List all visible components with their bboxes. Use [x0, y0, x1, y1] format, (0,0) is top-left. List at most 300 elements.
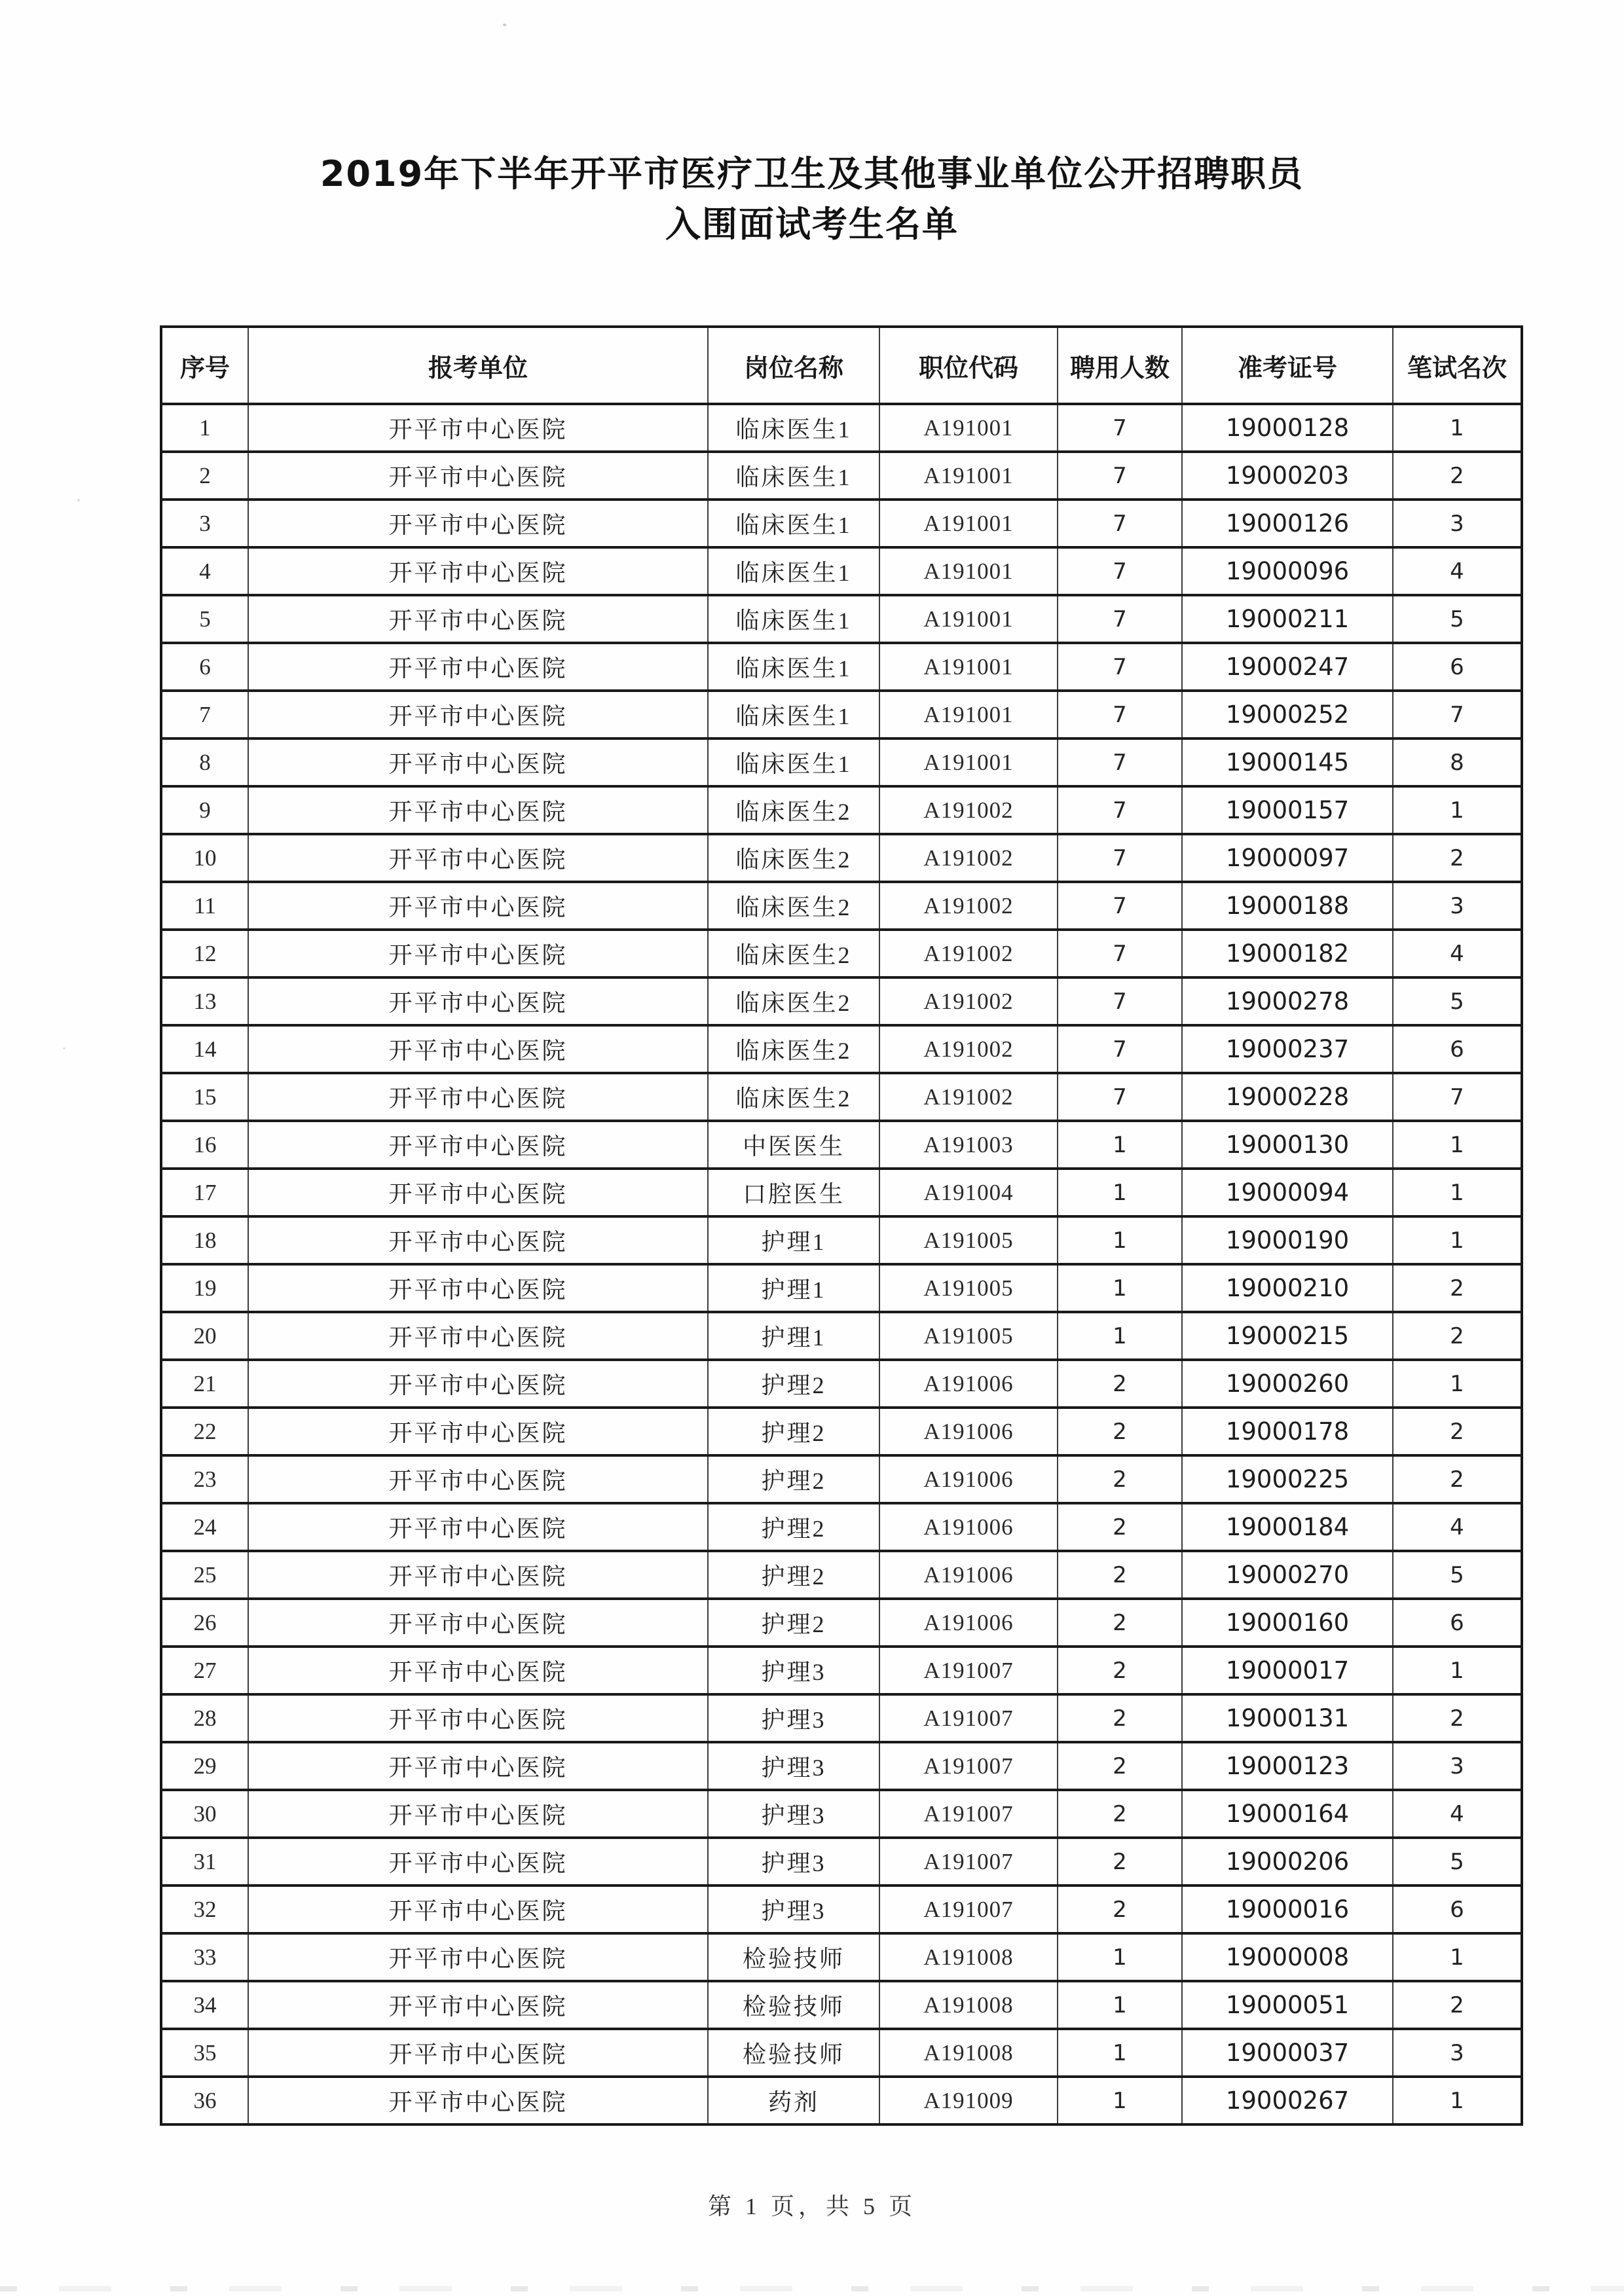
cell-hires: 7 [1058, 738, 1182, 786]
cell-seq: 34 [161, 1981, 248, 2029]
cell-unit: 开平市中心医院 [248, 452, 708, 500]
cell-hires: 2 [1058, 1599, 1182, 1647]
cell-post: 临床医生2 [708, 977, 879, 1025]
cell-unit: 开平市中心医院 [248, 1933, 708, 1981]
cell-post: 护理3 [708, 1790, 879, 1838]
cell-post: 护理1 [708, 1216, 879, 1264]
cell-post: 护理2 [708, 1551, 879, 1599]
cell-seq: 27 [161, 1647, 248, 1694]
cell-hires: 2 [1058, 1551, 1182, 1599]
page-title-line1: 2019年下半年开平市医疗卫生及其他事业单位公开招聘职员 [320, 153, 1304, 194]
cell-unit: 开平市中心医院 [248, 2077, 708, 2124]
cell-code: A191005 [879, 1216, 1058, 1264]
cell-unit: 开平市中心医院 [248, 1169, 708, 1216]
cell-post: 临床医生2 [708, 882, 879, 930]
cell-seq: 18 [161, 1216, 248, 1264]
cell-rank: 2 [1393, 834, 1522, 882]
cell-post: 临床医生1 [708, 547, 879, 595]
cell-ticket: 19000126 [1182, 500, 1393, 547]
cell-seq: 24 [161, 1503, 248, 1551]
cell-seq: 6 [161, 643, 248, 691]
header-unit: 报考单位 [248, 327, 708, 404]
cell-hires: 1 [1058, 1933, 1182, 1981]
cell-code: A191001 [879, 691, 1058, 738]
cell-post: 检验技师 [708, 1981, 879, 2029]
cell-unit: 开平市中心医院 [248, 930, 708, 977]
table-row [161, 1933, 1522, 1981]
cell-seq: 29 [161, 1742, 248, 1790]
cell-code: A191002 [879, 930, 1058, 977]
cell-code: A191006 [879, 1360, 1058, 1408]
cell-unit: 开平市中心医院 [248, 882, 708, 930]
table-row [161, 1121, 1522, 1169]
cell-seq: 32 [161, 1886, 248, 1933]
cell-hires: 2 [1058, 1360, 1182, 1408]
cell-post: 护理2 [708, 1503, 879, 1551]
cell-code: A191001 [879, 500, 1058, 547]
cell-seq: 11 [161, 882, 248, 930]
cell-unit: 开平市中心医院 [248, 1838, 708, 1886]
cell-unit: 开平市中心医院 [248, 643, 708, 691]
cell-code: A191007 [879, 1886, 1058, 1933]
cell-seq: 8 [161, 738, 248, 786]
cell-hires: 7 [1058, 691, 1182, 738]
cell-post: 临床医生1 [708, 500, 879, 547]
page-title-line2: 入围面试考生名单 [665, 203, 959, 245]
cell-ticket: 19000228 [1182, 1073, 1393, 1121]
cell-ticket: 19000252 [1182, 691, 1393, 738]
cell-rank: 1 [1393, 1360, 1522, 1408]
cell-rank: 3 [1393, 882, 1522, 930]
table-row [161, 1551, 1522, 1599]
header-rank: 笔试名次 [1393, 327, 1522, 404]
cell-ticket: 19000145 [1182, 738, 1393, 786]
cell-hires: 2 [1058, 1838, 1182, 1886]
table-row [161, 1599, 1522, 1647]
cell-hires: 2 [1058, 1886, 1182, 1933]
cell-unit: 开平市中心医院 [248, 1121, 708, 1169]
cell-rank: 4 [1393, 547, 1522, 595]
cell-post: 中医医生 [708, 1121, 879, 1169]
cell-post: 临床医生1 [708, 738, 879, 786]
table-row [161, 1742, 1522, 1790]
cell-rank: 4 [1393, 1503, 1522, 1551]
scan-speck [503, 24, 506, 26]
table-row [161, 691, 1522, 738]
cell-rank: 1 [1393, 786, 1522, 834]
cell-unit: 开平市中心医院 [248, 1551, 708, 1599]
cell-seq: 13 [161, 977, 248, 1025]
cell-hires: 2 [1058, 1408, 1182, 1455]
table-row [161, 2029, 1522, 2077]
cell-code: A191006 [879, 1455, 1058, 1503]
cell-rank: 3 [1393, 1742, 1522, 1790]
cell-ticket: 19000017 [1182, 1647, 1393, 1694]
cell-unit: 开平市中心医院 [248, 1647, 708, 1694]
cell-hires: 7 [1058, 977, 1182, 1025]
cell-rank: 1 [1393, 404, 1522, 452]
cell-seq: 23 [161, 1455, 248, 1503]
cell-post: 临床医生1 [708, 595, 879, 643]
cell-post: 护理3 [708, 1742, 879, 1790]
scan-speck [63, 1048, 65, 1049]
cell-rank: 3 [1393, 2029, 1522, 2077]
cell-post: 临床医生1 [708, 643, 879, 691]
cell-rank: 1 [1393, 1121, 1522, 1169]
cell-seq: 14 [161, 1025, 248, 1073]
table-row [161, 1838, 1522, 1886]
cell-unit: 开平市中心医院 [248, 1312, 708, 1360]
cell-rank: 2 [1393, 1408, 1522, 1455]
cell-seq: 21 [161, 1360, 248, 1408]
cell-hires: 7 [1058, 1025, 1182, 1073]
cell-ticket: 19000157 [1182, 786, 1393, 834]
cell-rank: 2 [1393, 1981, 1522, 2029]
table-row [161, 1360, 1522, 1408]
cell-seq: 1 [161, 404, 248, 452]
cell-seq: 28 [161, 1694, 248, 1742]
cell-seq: 20 [161, 1312, 248, 1360]
cell-code: A191008 [879, 2029, 1058, 2077]
cell-code: A191008 [879, 1981, 1058, 2029]
cell-ticket: 19000190 [1182, 1216, 1393, 1264]
cell-post: 临床医生1 [708, 691, 879, 738]
cell-code: A191002 [879, 834, 1058, 882]
cell-unit: 开平市中心医院 [248, 1886, 708, 1933]
cell-ticket: 19000182 [1182, 930, 1393, 977]
cell-rank: 1 [1393, 1216, 1522, 1264]
cell-seq: 22 [161, 1408, 248, 1455]
cell-seq: 5 [161, 595, 248, 643]
table-row [161, 1073, 1522, 1121]
cell-unit: 开平市中心医院 [248, 1360, 708, 1408]
cell-unit: 开平市中心医院 [248, 1025, 708, 1073]
cell-code: A191006 [879, 1551, 1058, 1599]
cell-rank: 6 [1393, 643, 1522, 691]
cell-rank: 2 [1393, 1264, 1522, 1312]
cell-post: 临床医生1 [708, 452, 879, 500]
cell-rank: 2 [1393, 1312, 1522, 1360]
cell-unit: 开平市中心医院 [248, 1981, 708, 2029]
table-row [161, 834, 1522, 882]
cell-post: 护理3 [708, 1647, 879, 1694]
cell-hires: 2 [1058, 1742, 1182, 1790]
cell-code: A191007 [879, 1742, 1058, 1790]
cell-code: A191001 [879, 404, 1058, 452]
cell-ticket: 19000270 [1182, 1551, 1393, 1599]
cell-ticket: 19000278 [1182, 977, 1393, 1025]
cell-hires: 7 [1058, 882, 1182, 930]
cell-rank: 7 [1393, 691, 1522, 738]
table-row [161, 595, 1522, 643]
cell-unit: 开平市中心医院 [248, 1455, 708, 1503]
cell-seq: 12 [161, 930, 248, 977]
cell-unit: 开平市中心医院 [248, 738, 708, 786]
table-row [161, 1312, 1522, 1360]
cell-rank: 5 [1393, 1838, 1522, 1886]
cell-hires: 7 [1058, 930, 1182, 977]
cell-hires: 7 [1058, 547, 1182, 595]
cell-code: A191004 [879, 1169, 1058, 1216]
cell-post: 临床医生2 [708, 1025, 879, 1073]
cell-ticket: 19000123 [1182, 1742, 1393, 1790]
cell-seq: 36 [161, 2077, 248, 2124]
table-row [161, 547, 1522, 595]
cell-ticket: 19000206 [1182, 1838, 1393, 1886]
header-hires: 聘用人数 [1058, 327, 1182, 404]
cell-unit: 开平市中心医院 [248, 1599, 708, 1647]
cell-rank: 2 [1393, 1455, 1522, 1503]
cell-seq: 2 [161, 452, 248, 500]
cell-rank: 6 [1393, 1599, 1522, 1647]
cell-rank: 4 [1393, 930, 1522, 977]
cell-hires: 7 [1058, 1073, 1182, 1121]
cell-seq: 7 [161, 691, 248, 738]
cell-hires: 2 [1058, 1790, 1182, 1838]
cell-unit: 开平市中心医院 [248, 977, 708, 1025]
table-header-row [161, 327, 1522, 404]
cell-code: A191002 [879, 977, 1058, 1025]
cell-unit: 开平市中心医院 [248, 1073, 708, 1121]
cell-rank: 4 [1393, 1790, 1522, 1838]
cell-hires: 1 [1058, 1312, 1182, 1360]
cell-hires: 2 [1058, 1503, 1182, 1551]
cell-ticket: 19000260 [1182, 1360, 1393, 1408]
cell-unit: 开平市中心医院 [248, 1503, 708, 1551]
cell-code: A191007 [879, 1694, 1058, 1742]
cell-rank: 5 [1393, 595, 1522, 643]
cell-seq: 35 [161, 2029, 248, 2077]
cell-code: A191007 [879, 1838, 1058, 1886]
cell-code: A191006 [879, 1408, 1058, 1455]
table-row [161, 1025, 1522, 1073]
table-row [161, 1264, 1522, 1312]
cell-rank: 8 [1393, 738, 1522, 786]
cell-post: 护理3 [708, 1838, 879, 1886]
cell-code: A191006 [879, 1503, 1058, 1551]
cell-ticket: 19000094 [1182, 1169, 1393, 1216]
cell-ticket: 19000016 [1182, 1886, 1393, 1933]
table-row [161, 1647, 1522, 1694]
table-row [161, 882, 1522, 930]
header-ticket: 准考证号 [1182, 327, 1393, 404]
cell-post: 护理3 [708, 1886, 879, 1933]
page-number-footer: 第 1 页，共 5 页 [707, 2193, 916, 2219]
cell-post: 护理2 [708, 1455, 879, 1503]
cell-unit: 开平市中心医院 [248, 404, 708, 452]
candidate-roster-table [160, 325, 1523, 2126]
table-row [161, 404, 1522, 452]
cell-hires: 1 [1058, 2077, 1182, 2124]
scan-speck [77, 499, 80, 501]
cell-post: 临床医生1 [708, 404, 879, 452]
table-row [161, 500, 1522, 547]
cell-unit: 开平市中心医院 [248, 1408, 708, 1455]
cell-hires: 2 [1058, 1694, 1182, 1742]
cell-ticket: 19000178 [1182, 1408, 1393, 1455]
cell-ticket: 19000188 [1182, 882, 1393, 930]
cell-rank: 1 [1393, 1933, 1522, 1981]
cell-seq: 31 [161, 1838, 248, 1886]
cell-hires: 7 [1058, 643, 1182, 691]
cell-ticket: 19000037 [1182, 2029, 1393, 2077]
cell-hires: 7 [1058, 786, 1182, 834]
cell-code: A191001 [879, 452, 1058, 500]
cell-seq: 17 [161, 1169, 248, 1216]
cell-unit: 开平市中心医院 [248, 1264, 708, 1312]
table-row [161, 1790, 1522, 1838]
header-post: 岗位名称 [708, 327, 879, 404]
cell-post: 检验技师 [708, 2029, 879, 2077]
cell-code: A191005 [879, 1312, 1058, 1360]
cell-unit: 开平市中心医院 [248, 834, 708, 882]
cell-hires: 7 [1058, 500, 1182, 547]
cell-hires: 7 [1058, 834, 1182, 882]
cell-seq: 19 [161, 1264, 248, 1312]
cell-post: 护理2 [708, 1408, 879, 1455]
cell-code: A191001 [879, 595, 1058, 643]
cell-ticket: 19000128 [1182, 404, 1393, 452]
table-row [161, 1216, 1522, 1264]
cell-seq: 15 [161, 1073, 248, 1121]
cell-code: A191003 [879, 1121, 1058, 1169]
table-row [161, 2077, 1522, 2124]
cell-ticket: 19000267 [1182, 2077, 1393, 2124]
cell-code: A191002 [879, 786, 1058, 834]
cell-unit: 开平市中心医院 [248, 2029, 708, 2077]
cell-post: 临床医生2 [708, 834, 879, 882]
cell-hires: 1 [1058, 1121, 1182, 1169]
table-row [161, 1981, 1522, 2029]
cell-post: 护理1 [708, 1312, 879, 1360]
cell-seq: 10 [161, 834, 248, 882]
cell-ticket: 19000160 [1182, 1599, 1393, 1647]
cell-seq: 16 [161, 1121, 248, 1169]
table-row [161, 977, 1522, 1025]
cell-seq: 3 [161, 500, 248, 547]
cell-unit: 开平市中心医院 [248, 1742, 708, 1790]
table-row [161, 1455, 1522, 1503]
cell-ticket: 19000131 [1182, 1694, 1393, 1742]
scan-noise-strip [0, 2286, 1624, 2291]
cell-ticket: 19000225 [1182, 1455, 1393, 1503]
cell-unit: 开平市中心医院 [248, 547, 708, 595]
cell-ticket: 19000210 [1182, 1264, 1393, 1312]
cell-code: A191002 [879, 882, 1058, 930]
cell-rank: 2 [1393, 452, 1522, 500]
cell-rank: 1 [1393, 1647, 1522, 1694]
cell-rank: 1 [1393, 1169, 1522, 1216]
cell-unit: 开平市中心医院 [248, 1790, 708, 1838]
cell-rank: 7 [1393, 1073, 1522, 1121]
page-title [0, 149, 1624, 249]
cell-seq: 25 [161, 1551, 248, 1599]
cell-code: A191001 [879, 643, 1058, 691]
table-row [161, 1694, 1522, 1742]
cell-post: 临床医生2 [708, 1073, 879, 1121]
cell-code: A191007 [879, 1790, 1058, 1838]
cell-seq: 26 [161, 1599, 248, 1647]
table-row [161, 1503, 1522, 1551]
cell-hires: 2 [1058, 1455, 1182, 1503]
cell-post: 临床医生2 [708, 930, 879, 977]
cell-post: 护理1 [708, 1264, 879, 1312]
cell-ticket: 19000164 [1182, 1790, 1393, 1838]
cell-unit: 开平市中心医院 [248, 1694, 708, 1742]
header-seq: 序号 [161, 327, 248, 404]
cell-ticket: 19000130 [1182, 1121, 1393, 1169]
cell-rank: 5 [1393, 1551, 1522, 1599]
cell-seq: 33 [161, 1933, 248, 1981]
cell-unit: 开平市中心医院 [248, 691, 708, 738]
cell-hires: 1 [1058, 1264, 1182, 1312]
cell-unit: 开平市中心医院 [248, 500, 708, 547]
cell-ticket: 19000051 [1182, 1981, 1393, 2029]
cell-post: 临床医生2 [708, 786, 879, 834]
cell-ticket: 19000211 [1182, 595, 1393, 643]
cell-hires: 1 [1058, 2029, 1182, 2077]
cell-rank: 6 [1393, 1886, 1522, 1933]
cell-code: A191006 [879, 1599, 1058, 1647]
cell-rank: 1 [1393, 2077, 1522, 2124]
cell-code: A191001 [879, 547, 1058, 595]
cell-post: 护理2 [708, 1360, 879, 1408]
cell-code: A191008 [879, 1933, 1058, 1981]
table-row [161, 1408, 1522, 1455]
cell-rank: 3 [1393, 500, 1522, 547]
cell-rank: 2 [1393, 1694, 1522, 1742]
cell-post: 检验技师 [708, 1933, 879, 1981]
cell-post: 护理3 [708, 1694, 879, 1742]
cell-code: A191007 [879, 1647, 1058, 1694]
header-code: 职位代码 [879, 327, 1058, 404]
cell-rank: 6 [1393, 1025, 1522, 1073]
table-row [161, 452, 1522, 500]
cell-ticket: 19000097 [1182, 834, 1393, 882]
cell-unit: 开平市中心医院 [248, 595, 708, 643]
cell-ticket: 19000096 [1182, 547, 1393, 595]
cell-seq: 9 [161, 786, 248, 834]
cell-hires: 7 [1058, 404, 1182, 452]
cell-hires: 2 [1058, 1647, 1182, 1694]
cell-ticket: 19000008 [1182, 1933, 1393, 1981]
cell-code: A191002 [879, 1025, 1058, 1073]
cell-post: 药剂 [708, 2077, 879, 2124]
table-body [161, 404, 1522, 2124]
table-row [161, 786, 1522, 834]
cell-hires: 1 [1058, 1169, 1182, 1216]
cell-ticket: 19000247 [1182, 643, 1393, 691]
cell-ticket: 19000215 [1182, 1312, 1393, 1360]
cell-rank: 5 [1393, 977, 1522, 1025]
cell-ticket: 19000203 [1182, 452, 1393, 500]
table-row [161, 930, 1522, 977]
cell-hires: 1 [1058, 1981, 1182, 2029]
cell-code: A191001 [879, 738, 1058, 786]
cell-ticket: 19000237 [1182, 1025, 1393, 1073]
cell-unit: 开平市中心医院 [248, 786, 708, 834]
cell-seq: 4 [161, 547, 248, 595]
cell-unit: 开平市中心医院 [248, 1216, 708, 1264]
cell-code: A191002 [879, 1073, 1058, 1121]
table-row [161, 738, 1522, 786]
cell-hires: 1 [1058, 1216, 1182, 1264]
cell-post: 护理2 [708, 1599, 879, 1647]
cell-hires: 7 [1058, 595, 1182, 643]
cell-code: A191005 [879, 1264, 1058, 1312]
cell-post: 口腔医生 [708, 1169, 879, 1216]
cell-ticket: 19000184 [1182, 1503, 1393, 1551]
